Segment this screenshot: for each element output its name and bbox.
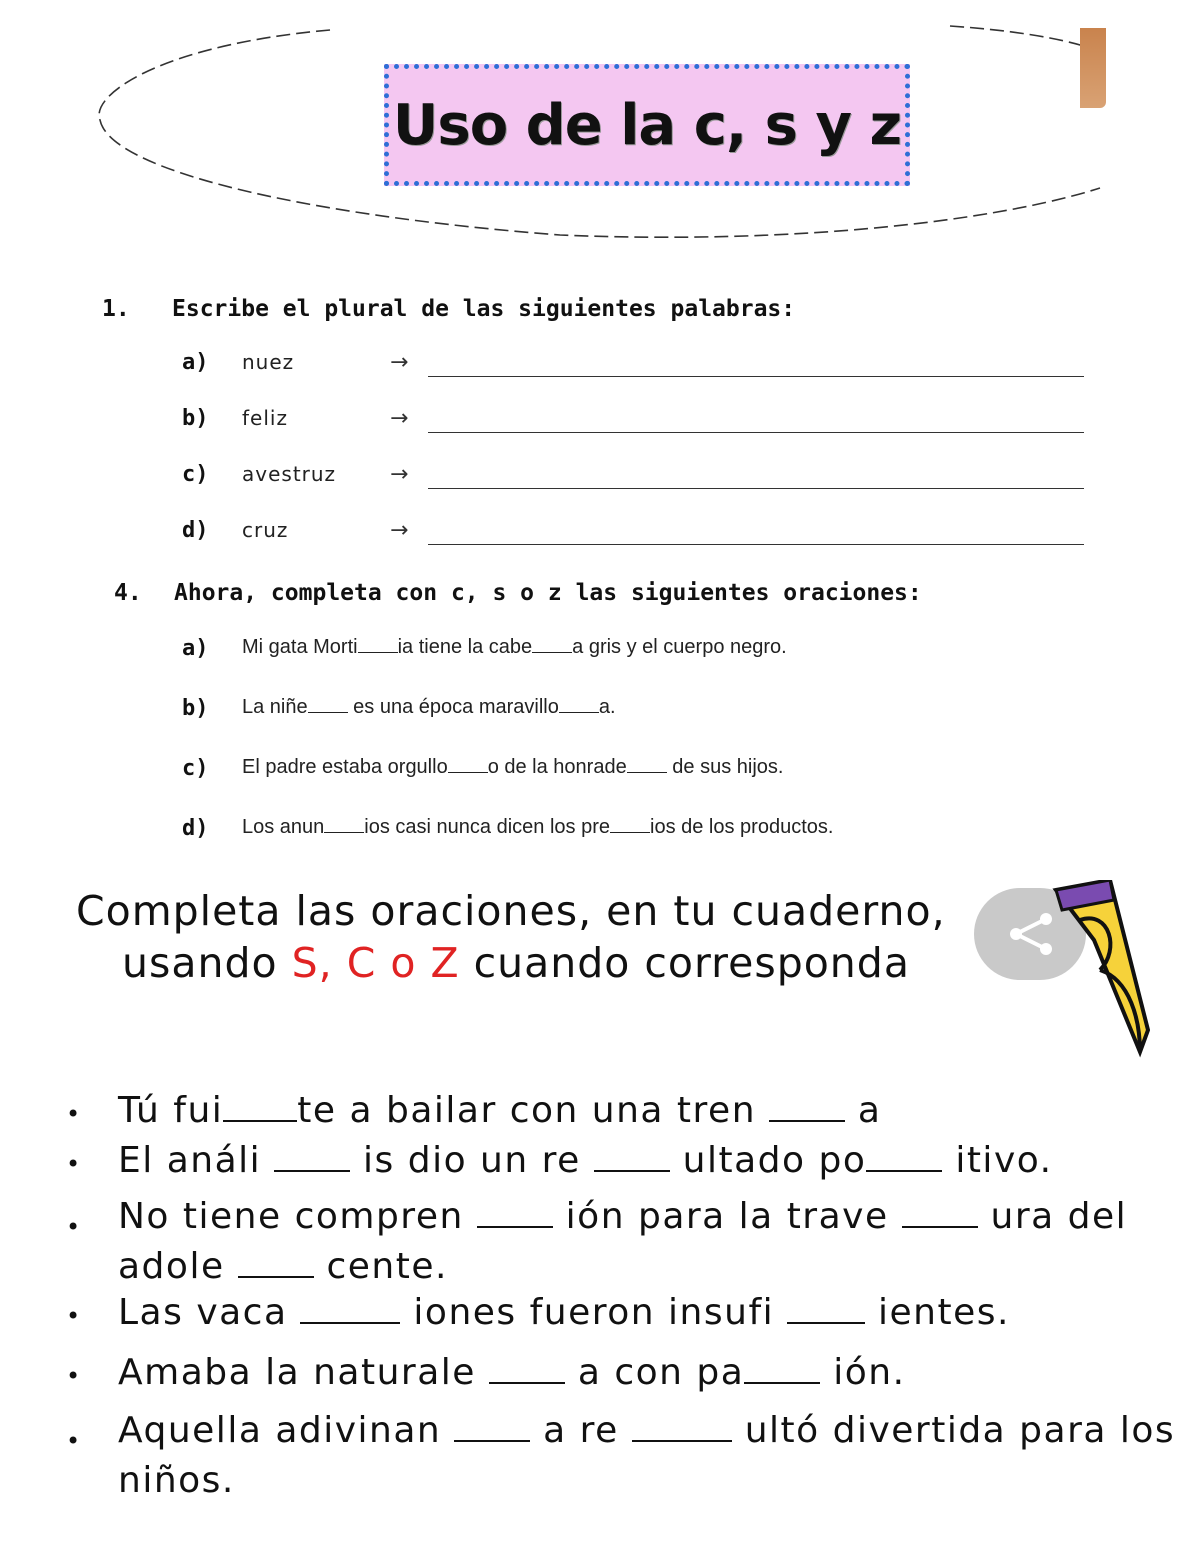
list-item (66, 1352, 1176, 1406)
sentence-part: is dio un re (350, 1140, 594, 1181)
blank[interactable] (358, 636, 398, 653)
sentence (242, 756, 783, 779)
sentence-part: de sus hijos. (666, 756, 784, 778)
list-item (66, 1140, 1176, 1192)
bottom-heading-line1: Completa las oraciones, en tu cuaderno, (76, 887, 946, 935)
section1-heading-text: Escribe el plural de las siguientes palabras: (172, 296, 796, 322)
section4-heading (114, 580, 922, 606)
heading-red-text: S, C o Z (291, 939, 460, 987)
blank[interactable] (238, 1250, 314, 1278)
blank[interactable] (627, 756, 667, 773)
list-item (182, 518, 1102, 558)
sentence-part: Mi gata Morti (242, 636, 358, 658)
bullet: • (66, 1213, 82, 1241)
blank[interactable] (866, 1144, 942, 1172)
blank[interactable] (308, 696, 348, 713)
sentence-part: a gris y el cuerpo negro. (572, 636, 787, 658)
bullet: • (66, 1362, 82, 1390)
sentence-part: Tú fui (118, 1090, 224, 1131)
bottom-heading (76, 885, 996, 989)
sentence-part: es una época maravillo (347, 696, 559, 718)
list-item (66, 1192, 1168, 1292)
blank[interactable] (223, 1094, 297, 1122)
blank[interactable] (274, 1144, 350, 1172)
item-letter: a) (182, 350, 209, 375)
bullet-list (66, 1090, 1176, 1506)
page-title: Uso de la c, s y z (392, 92, 902, 158)
sentence-part: a re (530, 1410, 632, 1451)
item-letter: c) (182, 462, 209, 487)
sentence-part: a con pa (564, 1352, 745, 1393)
sentence-part: ia tiene la cabe (397, 636, 533, 658)
sentence-part: No tiene compren (118, 1196, 477, 1237)
sentence (242, 816, 833, 839)
pencil-icon (1040, 880, 1150, 1070)
section1-heading (102, 296, 795, 322)
sentence-part: a (844, 1090, 882, 1131)
blank[interactable] (477, 1200, 553, 1228)
sentence-part: cente. (313, 1246, 448, 1287)
arrow-icon: → (390, 350, 409, 375)
sentence-part: Los anun (242, 816, 325, 838)
item-letter: d) (182, 816, 209, 841)
heading-text: usando (122, 939, 292, 987)
list-item (182, 350, 1102, 390)
arrow-icon: → (390, 462, 409, 487)
sentence-part: itivo. (942, 1140, 1053, 1181)
arrow-icon: → (390, 518, 409, 543)
blank[interactable] (489, 1356, 565, 1384)
item-letter: c) (182, 756, 209, 781)
sentence-part: ión para la trave (552, 1196, 902, 1237)
sentence-part: ultó divertida para los niños. (118, 1410, 1176, 1501)
answer-line[interactable] (428, 544, 1084, 545)
list-item (66, 1406, 1198, 1506)
title-box (384, 64, 910, 186)
sentence (242, 696, 616, 719)
blank[interactable] (610, 816, 650, 833)
sentence-part: te a bailar con una tren (297, 1090, 769, 1131)
sentence-part: Amaba la naturale (118, 1352, 489, 1393)
item-letter: b) (182, 406, 209, 431)
bullet: • (66, 1427, 82, 1455)
section4-heading-text: Ahora, completa con c, s o z las siguientes oraciones: (174, 580, 922, 606)
heading-text: cuando corresponda (459, 939, 910, 987)
blank[interactable] (769, 1094, 845, 1122)
sentence-part: El padre estaba orgullo (242, 756, 448, 778)
sentence-part: ios casi nunca dicen los pre (364, 816, 610, 838)
blank[interactable] (454, 1414, 530, 1442)
sentence-part: Aquella adivinan (118, 1410, 455, 1451)
sentence-part: La niñe (242, 696, 308, 718)
bullet: • (66, 1302, 82, 1330)
sentence-part: ura del adole (118, 1196, 1128, 1287)
item-word: feliz (242, 406, 288, 430)
blank[interactable] (632, 1414, 732, 1442)
arrow-icon: → (390, 406, 409, 431)
sentence-part: ientes. (865, 1292, 1010, 1333)
answer-line[interactable] (428, 432, 1084, 433)
blank[interactable] (532, 636, 572, 653)
blank[interactable] (594, 1144, 670, 1172)
sentence-part: o de la honrade (487, 756, 627, 778)
blank[interactable] (902, 1200, 978, 1228)
blank[interactable] (744, 1356, 820, 1384)
item-word: avestruz (242, 462, 337, 486)
blank[interactable] (448, 756, 488, 773)
bullet: • (66, 1150, 82, 1178)
item-letter: a) (182, 636, 209, 661)
blank[interactable] (300, 1296, 400, 1324)
item-letter: b) (182, 696, 209, 721)
list-item (182, 406, 1102, 446)
sentence-part: a. (598, 696, 616, 718)
sentence-part: iones fueron insufi (400, 1292, 788, 1333)
sentence-part: ultado po (669, 1140, 867, 1181)
list-item (66, 1292, 1176, 1352)
corner-decoration (1080, 28, 1106, 108)
sentence-part: ios de los productos. (650, 816, 834, 838)
answer-line[interactable] (428, 488, 1084, 489)
sentence-part: El análi (118, 1140, 275, 1181)
item-word: cruz (242, 518, 289, 542)
section4-number: 4. (114, 580, 142, 606)
answer-line[interactable] (428, 376, 1084, 377)
blank[interactable] (324, 816, 364, 833)
sentence (242, 636, 787, 659)
bullet: • (66, 1100, 82, 1128)
section1-number: 1. (102, 296, 130, 322)
list-item (182, 462, 1102, 502)
blank[interactable] (787, 1296, 865, 1324)
sentence-part: ión. (820, 1352, 906, 1393)
item-letter: d) (182, 518, 209, 543)
blank[interactable] (559, 696, 599, 713)
list-item (66, 1090, 1176, 1140)
item-word: nuez (242, 350, 295, 374)
sentence-part: Las vaca (118, 1292, 301, 1333)
bottom-heading-line2 (76, 937, 996, 989)
